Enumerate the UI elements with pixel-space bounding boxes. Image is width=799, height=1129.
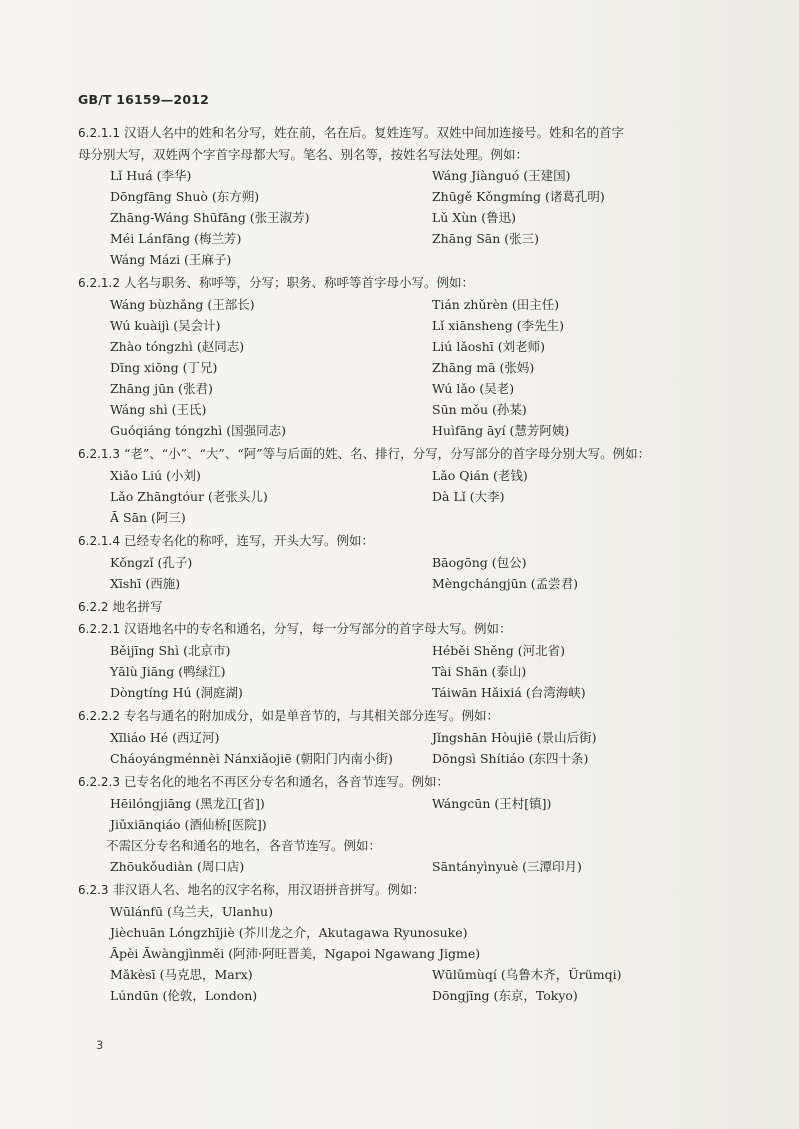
standard-number-header: GB/T 16159—2012 [78, 92, 210, 107]
clause-text: 专名与通名的附加成分，如是单音节的，与其相关部分连写。例如： [123, 708, 499, 723]
document-body [78, 122, 728, 1006]
example-item: Jièchuān Lóngzhījiè (芥川龙之介，Akutagawa Ryunosuke) [110, 925, 468, 940]
example-item: Sāntányìnyuè (三潭印月) [432, 859, 582, 874]
example-item: Xiǎo Liú (小刘) [110, 468, 201, 483]
example-item: Yālù Jiāng (鸭绿江) [110, 664, 226, 679]
example-item: Běijīng Shì (北京市) [110, 643, 231, 658]
clause-text: 汉语人名中的姓和名分写，姓在前，名在后。复姓连写。双姓中间加连接号。姓和名的首字 [123, 125, 624, 140]
example-item: Lúndūn (伦敦，London) [110, 988, 258, 1003]
example-item: Tián zhǔrèn (田主任) [432, 297, 560, 312]
example-item: Lǎo Qián (老钱) [432, 468, 528, 483]
example-list [110, 856, 728, 877]
example-item: Lǐ xiānsheng (李先生) [432, 318, 564, 333]
example-item: Zhào tóngzhì (赵同志) [110, 339, 245, 354]
clause-text: 非汉语人名、地名的汉字名称，用汉语拼音拼写。例如： [112, 882, 426, 897]
example-item: Dīng xiōng (丁兄) [110, 360, 218, 375]
example-list [110, 165, 728, 270]
example-item: Zhāng mā (张妈) [432, 360, 535, 375]
clause-6-2-1-3 [78, 443, 728, 528]
example-list [110, 465, 728, 528]
example-item: Guóqiáng tóngzhì (国强同志) [110, 423, 287, 438]
example-item: Liú lǎoshī (刘老师) [432, 339, 545, 354]
example-item: Kǒngzǐ (孔子) [110, 555, 193, 570]
example-item: Zhūgě Kǒngmíng (诸葛孔明) [432, 189, 605, 204]
example-item: Cháoyángménnèi Nánxiǎojiē (朝阳门内南小街) [110, 751, 393, 766]
example-item: Xīliáo Hé (西辽河) [110, 730, 220, 745]
clause-text: 已专名化的地名不再区分专名和通名，各音节连写。例如： [123, 774, 449, 789]
example-item: Huìfāng āyí (慧芳阿姨) [432, 423, 570, 438]
example-item [432, 814, 752, 835]
clause-number: 6.2.1.1 [78, 126, 120, 140]
clause-text: 汉语地名中的专名和通名，分写，每一分写部分的首字母大写。例如： [123, 621, 512, 636]
clause-text: 人名与职务、称呼等，分写；职务、称呼等首字母小写。例如： [123, 275, 474, 290]
clause-heading: 地名拼写 [112, 599, 163, 614]
clause-text: 已经专名化的称呼，连写，开头大写。例如： [123, 533, 374, 548]
example-item: Dōngsì Shítiáo (东四十条) [432, 751, 589, 766]
clause-number: 6.2.1.4 [78, 534, 120, 548]
example-list [110, 901, 728, 1006]
example-item: Xīshī (西施) [110, 576, 181, 591]
clause-6-2-2-3 [78, 771, 728, 877]
clause-6-2-1-2 [78, 272, 728, 441]
example-item: Mèngchángjūn (孟尝君) [432, 576, 579, 591]
example-list [110, 552, 728, 594]
clause-6-2-2 [78, 596, 728, 618]
clause-continuation: 母分别大写，双姓两个字首字母都大写。笔名、别名等，按姓名写法处理。例如： [78, 147, 529, 162]
example-list [110, 294, 728, 441]
clause-6-2-2-2 [78, 705, 728, 769]
example-item: Sūn mǒu (孙某) [432, 402, 527, 417]
example-item: Héběi Shěng (河北省) [432, 643, 565, 658]
example-item: Lǔ Xùn (鲁迅) [432, 210, 517, 225]
example-item: Lǐ Huá (李华) [110, 168, 192, 183]
page-number: 3 [96, 1038, 104, 1052]
example-item: Wūlánfū (乌兰夫，Ulanhu) [110, 904, 273, 919]
example-item: Dà Lǐ (大李) [432, 489, 505, 504]
example-item: Wáng Mázi (王麻子) [110, 252, 232, 267]
example-item: Tài Shān (泰山) [432, 664, 527, 679]
clause-number: 6.2.2 [78, 600, 109, 614]
clause-number: 6.2.1.3 [78, 447, 120, 461]
clause-text: “老”、“小”、“大”、“阿”等与后面的姓、名、排行，分写，分写部分的首字母分别大写。例如： [123, 446, 651, 461]
example-list [110, 727, 728, 769]
example-item: Dōngfāng Shuò (东方朔) [110, 189, 260, 204]
example-item: Méi Lánfāng (梅兰芳) [110, 231, 242, 246]
clause-6-2-1-1 [78, 122, 728, 270]
clause-6-2-1-4 [78, 530, 728, 594]
clause-sub-intro: 不需区分专名和通名的地名，各音节连写。例如： [106, 838, 382, 853]
example-item [432, 249, 752, 270]
example-list [110, 793, 728, 835]
example-item: Dōngjīng (东京，Tokyo) [432, 988, 578, 1003]
example-item: Lǎo Zhāngtóur (老张头儿) [110, 489, 268, 504]
clause-number: 6.2.2.1 [78, 622, 120, 636]
example-list [110, 640, 728, 703]
example-item: Wáng bùzhǎng (王部长) [110, 297, 255, 312]
example-item: Hēilóngjiāng (黑龙江[省]) [110, 796, 265, 811]
example-item: Wūlǔmùqí (乌鲁木齐，Ürümqi) [432, 967, 622, 982]
example-item: Ā Sān (阿三) [110, 510, 186, 525]
clause-number: 6.2.1.2 [78, 276, 120, 290]
clause-6-2-3 [78, 879, 728, 1006]
example-item: Wú kuàijì (吴会计) [110, 318, 221, 333]
example-item: Zhāng jūn (张君) [110, 381, 213, 396]
clause-number: 6.2.2.3 [78, 775, 120, 789]
example-item: Jǐngshān Hòujiē (景山后街) [432, 730, 597, 745]
example-item: Jiǔxiānqiáo (酒仙桥[医院]) [110, 817, 267, 832]
example-item: Dòngtíng Hú (洞庭湖) [110, 685, 243, 700]
clause-number: 6.2.3 [78, 883, 109, 897]
example-item: Wáng shì (王氏) [110, 402, 207, 417]
example-item [432, 507, 752, 528]
clause-number: 6.2.2.2 [78, 709, 120, 723]
example-item: Wáng Jiànguó (王建国) [432, 168, 571, 183]
example-item: Táiwān Hǎixiá (台湾海峡) [432, 685, 586, 700]
example-item: Wú lǎo (吴老) [432, 381, 515, 396]
example-item: Zhāng Sān (张三) [432, 231, 540, 246]
example-item: Zhāng-Wáng Shūfāng (张王淑芳) [110, 210, 310, 225]
example-item: Zhōukǒudiàn (周口店) [110, 859, 245, 874]
example-item: Mǎkèsī (马克思，Marx) [110, 967, 253, 982]
example-item: Bāogōng (包公) [432, 555, 527, 570]
example-item: Āpèi Āwàngjìnměi (阿沛·阿旺晋美，Ngapoi Ngawang Jigme) [110, 946, 481, 961]
example-item: Wángcūn (王村[镇]) [432, 796, 552, 811]
clause-6-2-2-1 [78, 618, 728, 703]
